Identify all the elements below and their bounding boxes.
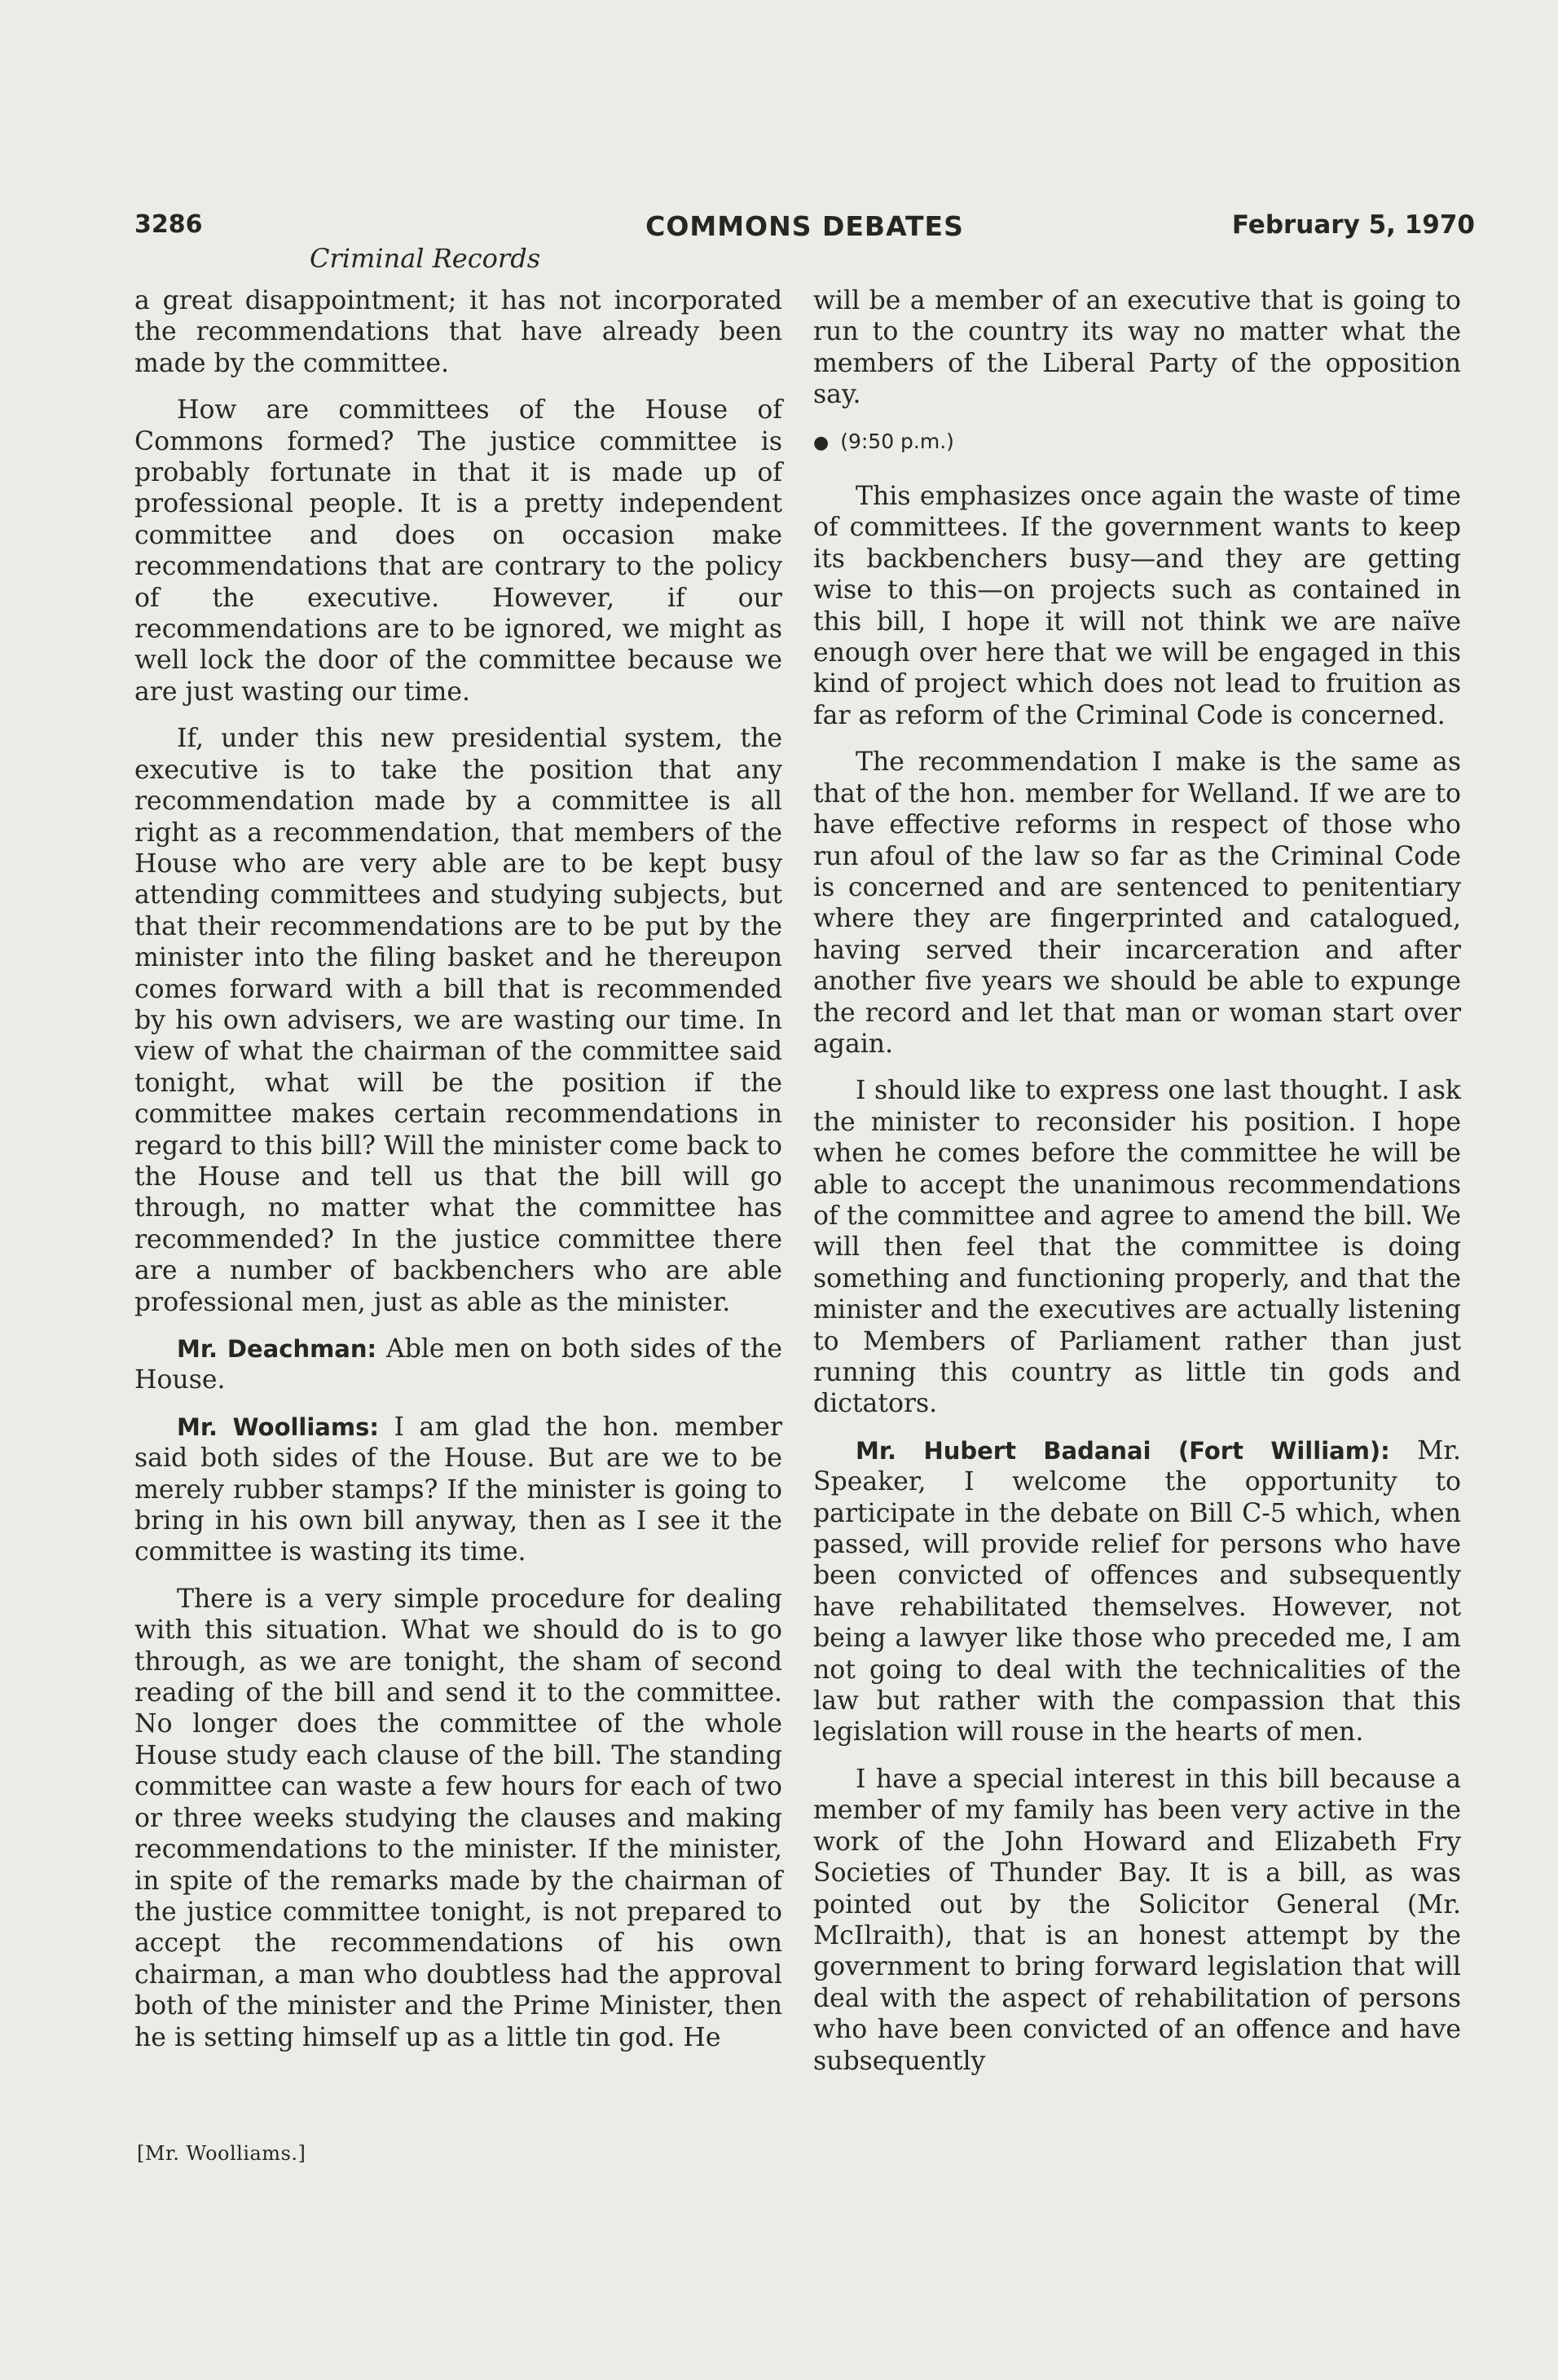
paragraph: I should like to express one last thought. I ask the minister to reconsider his position. I hope when he comes before the committee he will be able to accept the unanimous recommendations of the committee and agree to amend the bill. We will then feel that the committee is doing something and functioning properly, and that the minister and the executives are actually listening to Members of Parliament rather than just running this country as little tin gods and dictators. xyxy=(813,1076,1461,1419)
speech-text: Able men on both sides of the House. xyxy=(134,1334,782,1395)
speech-badanai xyxy=(813,1435,1461,1748)
speaker-name: Mr. Deachman: xyxy=(177,1335,377,1363)
page-number: 3286 xyxy=(134,210,203,239)
speaker-name: Mr. Woolliams: xyxy=(177,1413,379,1441)
timestamp-text: (9:50 p.m.) xyxy=(840,429,954,453)
paragraph: The recommendation I make is the same as that of the hon. member for Welland. If we are to have effective reforms in respect of those who run afoul of the law so far as the Criminal Code is concerned and are sentenced to penitentiary where they are fingerprinted and catalogued, having served their incarceration and after another five years we should be able to expunge the record and let that man or woman start over again. xyxy=(813,747,1461,1059)
timestamp xyxy=(813,426,1461,459)
paragraph: This emphasizes once again the waste of time of committees. If the government wants to keep its backbenchers busy—and they are getting wise to this—on projects such as contained in this bill, I hope it will not think we are naïve enough over here that we will be engaged in this kind of project which does not lead to fruition as far as reform of the Criminal Code is concerned. xyxy=(813,482,1461,730)
left-column xyxy=(134,285,782,2069)
bullet-icon: ● xyxy=(813,432,830,453)
speech-deachman xyxy=(134,1333,782,1396)
paragraph: If, under this new presidential system, the executive is to take the position that any recommendation made by a committee is all right as a recommendation, that members of the House who are very able are to be kept busy attending committees and studying subjects, but that their recommendations are to be put by the minister into the filing basket and he thereupon comes forward with a bill that is recommended by his own advisers, we are wasting our time. In view of what the chairman of the committee said tonight, what will be the position if the committee makes certain recommendations in regard to this bill? Will the minister come back to the House and tell us that the bill will go through, no matter what the committee has recommended? In the justice committee there are a number of backbenchers who are able professional men, just as able as the minister. xyxy=(134,724,782,1317)
speech-woolliams xyxy=(134,1412,782,1568)
paragraph: How are committees of the House of Commons formed? The justice committee is probably fortunate in that it is made up of professional people. It is a pretty independent committee and does on occasion make recommendations that are contrary to the policy of the executive. However, if our recommendations are to be ignored, we might as well lock the door of the committee because we are just wasting our time. xyxy=(134,395,782,707)
paragraph: There is a very simple procedure for dealing with this situation. What we should do is to go through, as we are tonight, the sham of second reading of the bill and send it to the committee. No longer does the committee of the whole House study each clause of the bill. The standing committee can waste a few hours for each of two or three weeks studying the clauses and making recommendations to the minister. If the minister, in spite of the remarks made by the chairman of the justice committee tonight, is not prepared to accept the recommendations of his own chairman, a man who doubtless had the approval both of the minister and the Prime Minister, then he is setting himself up as a little tin god. He xyxy=(134,1584,782,2052)
speaker-name: Mr. Hubert Badanai (Fort William): xyxy=(856,1436,1390,1465)
paragraph: a great disappointment; it has not incorporated the recommendations that have already been made by the committee. xyxy=(134,286,782,378)
running-head: COMMONS DEBATES xyxy=(645,210,964,242)
footer-speaker-tag: [Mr. Woolliams.] xyxy=(137,2142,306,2165)
paragraph: I have a special interest in this bill because a member of my family has been very active in the work of the John Howard and Elizabeth Fry Societies of Thunder Bay. It is a bill, as was pointed out by the Solicitor General (Mr. McIlraith), that is an honest attempt by the government to bring forward legislation that will deal with the aspect of rehabilitation of persons who have been convicted of an offence and have subsequently xyxy=(813,1764,1461,2076)
header-date: February 5, 1970 xyxy=(1231,210,1475,240)
paragraph: will be a member of an executive that is going to run to the country its way no matter what the members of the Liberal Party of the opposition say. xyxy=(813,286,1461,410)
speech-text: I am glad the hon. member said both sides of the House. But are we to be merely rubber stamps? If the minister is going to bring in his own bill anyway, then as I see it the committee is wasting its time. xyxy=(134,1412,783,1567)
speech-text: Mr. Speaker, I welcome the opportunity to participate in the debate on Bill C-5 which, when passed, will provide relief for persons who have been convicted of offences and subsequently have rehabilitated themselves. However, not being a lawyer like those who preceded me, I am not going to deal with the technicalities of the law but rather with the compassion that this legislation will rouse in the hearts of men. xyxy=(813,1435,1461,1748)
section-title: Criminal Records xyxy=(310,243,541,274)
right-column xyxy=(813,285,1461,2092)
